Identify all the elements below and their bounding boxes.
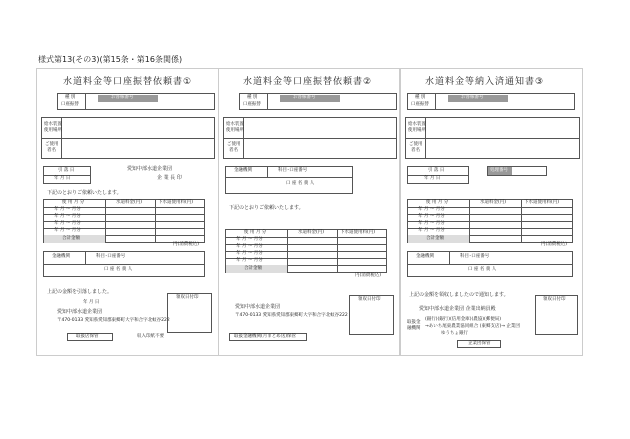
usage-table — [225, 229, 387, 273]
footer-left: 取扱店保管 — [76, 334, 99, 339]
address-name-box — [405, 117, 580, 159]
account-no-label: 科目･口座番号 — [96, 254, 126, 259]
debit-text: 上記の金額を引落しました。 — [47, 289, 113, 295]
account-name-label: 口 座 名 義 人 — [104, 267, 133, 272]
receipt-stamp-box — [167, 293, 212, 333]
usage-row: 年 月 ～ 月分 — [236, 251, 263, 256]
address-label-2: 使用場所 — [226, 128, 244, 133]
address-name-box — [223, 117, 397, 159]
kind-value: 口座振替 — [243, 102, 261, 107]
inspection-no-label: 処理番号 — [490, 168, 508, 173]
panel-title: 水道料金等納入済通知書③ — [425, 77, 545, 87]
org-name: 愛知中部水道企業団 — [127, 166, 173, 172]
address-label-2: 使用場所 — [44, 128, 62, 133]
col-month: 使 用 月 分 — [62, 200, 85, 205]
kind-customer-row — [407, 93, 575, 110]
handling-label-2: 融機関 — [407, 326, 421, 331]
bank-org-label: 金融機関 — [234, 168, 252, 173]
panel-transfer-request-2 — [218, 68, 400, 356]
panel-title: 水道料金等口座振替依頼書① — [63, 77, 193, 87]
col-sewer: 下水道使用料(円) — [158, 200, 194, 205]
address-label: 給水装置 — [408, 122, 426, 127]
col-month: 使 用 月 分 — [244, 230, 267, 235]
address-label-2: 使用場所 — [408, 128, 426, 133]
org-address: 〒470-0133 愛知県愛知郡東郷町大字和合字北蚊谷222 — [235, 313, 348, 318]
panel-transfer-request-1 — [36, 68, 219, 356]
bank-org-label: 金融機関 — [416, 254, 434, 259]
debit-date-label: 引 落 日 — [58, 168, 75, 173]
debit-date-box — [43, 166, 91, 184]
total-label: 合計金額 — [244, 266, 262, 271]
panel-title: 水道料金等口座振替依頼書② — [243, 77, 373, 87]
org-footer: 愛知中部水道企業団 企業出納員殿 — [419, 306, 496, 312]
receipt-stamp-box — [535, 295, 578, 335]
customer-no-label: お客様番号 — [293, 95, 316, 100]
bank-org-label: 金融機関 — [52, 254, 70, 259]
name-label-2: 者名 — [229, 148, 238, 153]
yen-tax: 円(消費税込) — [355, 273, 382, 278]
org-footer: 愛知中部水道企業団 — [57, 309, 103, 315]
stamp-label: 領収日付印 — [543, 297, 566, 302]
usage-row: 年 月 ～ 月分 — [54, 214, 81, 219]
kind-customer-row — [239, 93, 397, 110]
bank-account-box — [43, 251, 205, 277]
customer-no-label: お客様番号 — [111, 95, 134, 100]
request-text: 下記のとおりご依頼いたします。 — [229, 205, 304, 211]
footer-left: 取扱金融機関(月まとめ送)保管 — [234, 334, 297, 339]
handling-route: (銀行)(銀行)(信用金庫)(農協)(郵便局) — [425, 317, 502, 322]
debit-date-value: 年 月 日 — [54, 176, 71, 181]
footer-label: 企業団保管 — [468, 341, 491, 346]
col-sewer: 下水道使用料(円) — [340, 230, 376, 235]
handling-route-2: →あいち尾東農業協同組合 (東郷支店)→ 企業団 — [425, 324, 520, 329]
kind-label: 種 別 — [247, 95, 258, 100]
stamp-label: 領収日付印 — [176, 295, 199, 300]
total-label: 合計金額 — [426, 236, 444, 241]
footer-box — [457, 340, 501, 348]
org-address: 〒470-0133 愛知県愛知郡東郷町大字和合字北蚊谷222 — [57, 318, 170, 323]
usage-row: 年 月 ～ 月分 — [418, 228, 445, 233]
customer-no-label: お客様番号 — [461, 95, 484, 100]
bank-account-box — [225, 166, 353, 194]
handling-label: 取扱金 — [407, 320, 421, 325]
col-sewer: 下水道使用料(円) — [524, 200, 560, 205]
usage-row: 年 月 ～ 月分 — [418, 221, 445, 226]
date-line: 年 月 日 — [83, 300, 100, 305]
usage-row: 年 月 ～ 月分 — [54, 228, 81, 233]
col-month: 使 用 月 分 — [426, 200, 449, 205]
kind-label: 種 別 — [65, 95, 76, 100]
total-label: 合計金額 — [62, 236, 80, 241]
request-text: 下記のとおりご依頼いたします。 — [47, 190, 122, 196]
usage-row: 年 月 ～ 月分 — [418, 207, 445, 212]
handling-route-3: ゆうちょ銀行 — [441, 331, 468, 336]
yen-tax: 円(消費税込) — [541, 242, 568, 247]
kind-value: 口座振替 — [411, 102, 429, 107]
col-water: 水道料金(円) — [116, 200, 143, 205]
account-name-label: 口 座 名 義 人 — [286, 181, 315, 186]
debit-date-box — [407, 166, 469, 184]
address-label: 給水装置 — [44, 122, 62, 127]
name-label: ご使用 — [227, 142, 241, 147]
account-name-label: 口 座 名 義 人 — [468, 267, 497, 272]
panel-payment-notice-3 — [400, 68, 583, 356]
usage-row: 年 月 ～ 月分 — [236, 244, 263, 249]
usage-row: 年 月 ～ 月分 — [54, 221, 81, 226]
debit-date-label: 引 落 日 — [428, 168, 445, 173]
kind-value: 口座振替 — [61, 102, 79, 107]
stamp-label: 領収日付印 — [358, 297, 381, 302]
org-footer: 愛知中部水道企業団 — [235, 304, 281, 310]
footer-left-box — [67, 333, 113, 341]
col-water: 水道料金(円) — [480, 200, 507, 205]
usage-row: 年 月 ～ 月分 — [54, 207, 81, 212]
kind-customer-row — [57, 93, 215, 110]
usage-table — [43, 199, 205, 243]
account-no-label: 科目･口座番号 — [460, 254, 490, 259]
usage-row: 年 月 ～ 月分 — [418, 214, 445, 219]
form-heading: 様式第13(その3)(第15条・第16条関係) — [38, 55, 183, 64]
org-head: 企 業 長 印 — [157, 175, 182, 181]
yen-tax: 円(消費税込) — [173, 242, 200, 247]
bank-account-box — [407, 251, 573, 277]
name-label-2: 者名 — [411, 148, 420, 153]
col-water: 水道料金(円) — [298, 230, 325, 235]
address-label: 給水装置 — [226, 122, 244, 127]
inspection-no-box — [487, 166, 547, 176]
debit-date-value: 年 月 日 — [424, 176, 441, 181]
usage-table — [407, 199, 573, 243]
footer-left-box — [229, 333, 307, 341]
footer-right: 収入印紙不要 — [137, 334, 164, 339]
name-label: ご使用 — [45, 142, 59, 147]
receipt-stamp-box — [349, 295, 394, 335]
account-no-label: 科目･口座番号 — [278, 168, 308, 173]
address-name-box — [41, 117, 215, 159]
name-label: ご使用 — [409, 142, 423, 147]
name-label-2: 者名 — [47, 148, 56, 153]
usage-row: 年 月 ～ 月分 — [236, 237, 263, 242]
kind-label: 種 別 — [415, 95, 426, 100]
notice-text: 上記の金額を領収しましたので通知します。 — [409, 292, 509, 298]
usage-row: 年 月 ～ 月分 — [236, 258, 263, 263]
